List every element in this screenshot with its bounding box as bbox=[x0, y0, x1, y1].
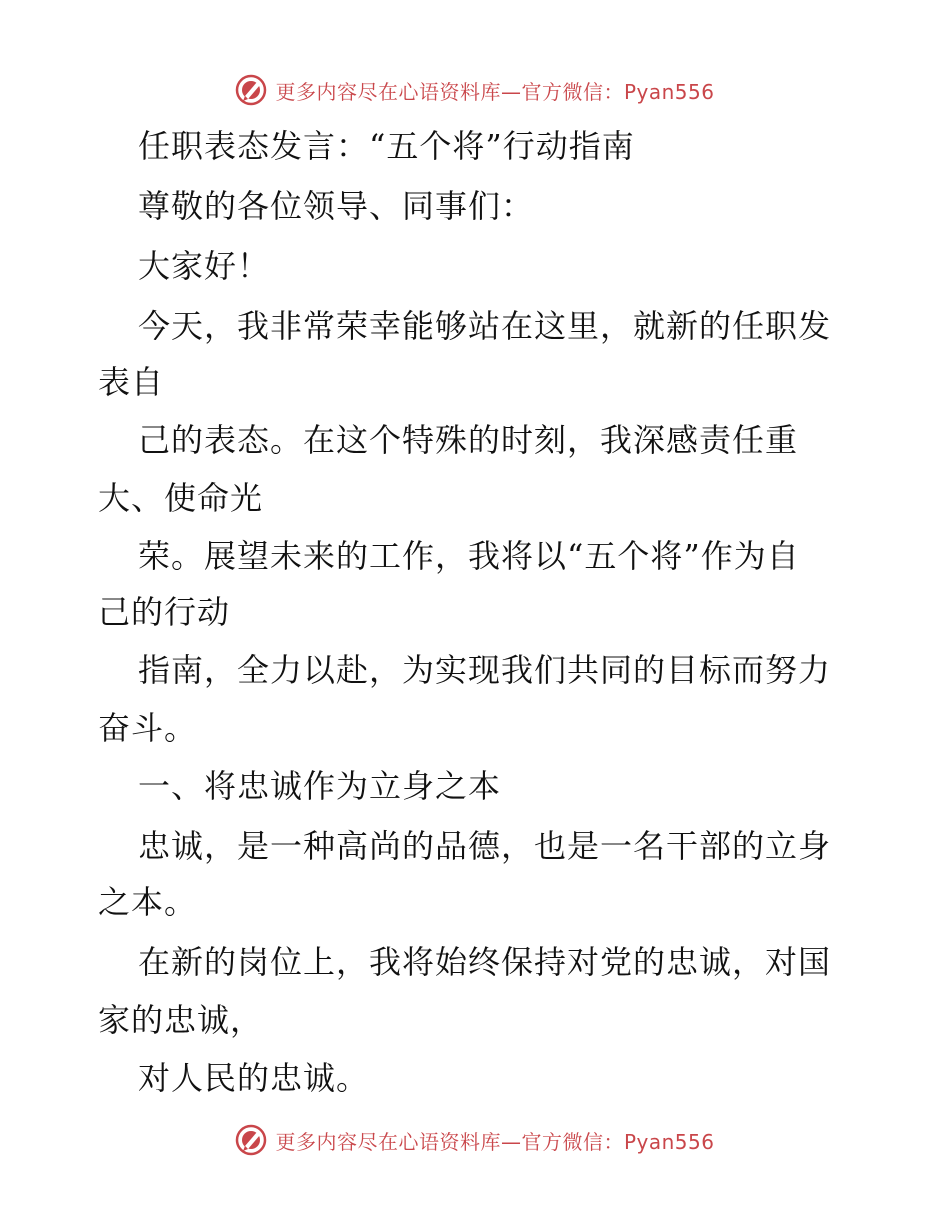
paragraph-line: 家的忠诚， bbox=[98, 1001, 264, 1039]
paragraph-line: 大、使命光 bbox=[98, 479, 264, 517]
paragraph-line: 己的表态。在这个特殊的时刻，我深感责任重 bbox=[138, 421, 799, 459]
document-title: 任职表态发言：“五个将”行动指南 bbox=[138, 127, 635, 165]
paragraph-line: 己的行动 bbox=[98, 593, 231, 631]
header-banner-text: 更多内容尽在心语资料库—官方微信：Pyan556 bbox=[275, 79, 715, 104]
paragraph-line: 对人民的忠诚。 bbox=[138, 1059, 370, 1097]
header-banner bbox=[0, 70, 950, 110]
paragraph-line: 在新的岗位上，我将始终保持对党的忠诚，对国 bbox=[138, 943, 832, 981]
paragraph-line: 忠诚，是一种高尚的品德，也是一名干部的立身 bbox=[138, 827, 832, 865]
paragraph-line: 指南，全力以赴，为实现我们共同的目标而努力 bbox=[138, 651, 832, 689]
section-heading: 一、将忠诚作为立身之本 bbox=[138, 767, 502, 805]
greeting: 大家好！ bbox=[138, 247, 271, 285]
paragraph-line: 今天，我非常荣幸能够站在这里，就新的任职发 bbox=[138, 307, 832, 345]
pen-logo-icon bbox=[235, 1124, 267, 1156]
salutation: 尊敬的各位领导、同事们： bbox=[138, 187, 535, 225]
paragraph-line: 荣。展望未来的工作，我将以“五个将”作为自 bbox=[138, 537, 800, 575]
paragraph-line: 奋斗。 bbox=[98, 709, 198, 747]
footer-banner-text: 更多内容尽在心语资料库—官方微信：Pyan556 bbox=[275, 1129, 715, 1154]
paragraph-line: 表自 bbox=[98, 363, 165, 401]
footer-banner bbox=[0, 1120, 950, 1160]
paragraph-line: 之本。 bbox=[98, 883, 198, 921]
pen-logo-icon bbox=[235, 74, 267, 106]
